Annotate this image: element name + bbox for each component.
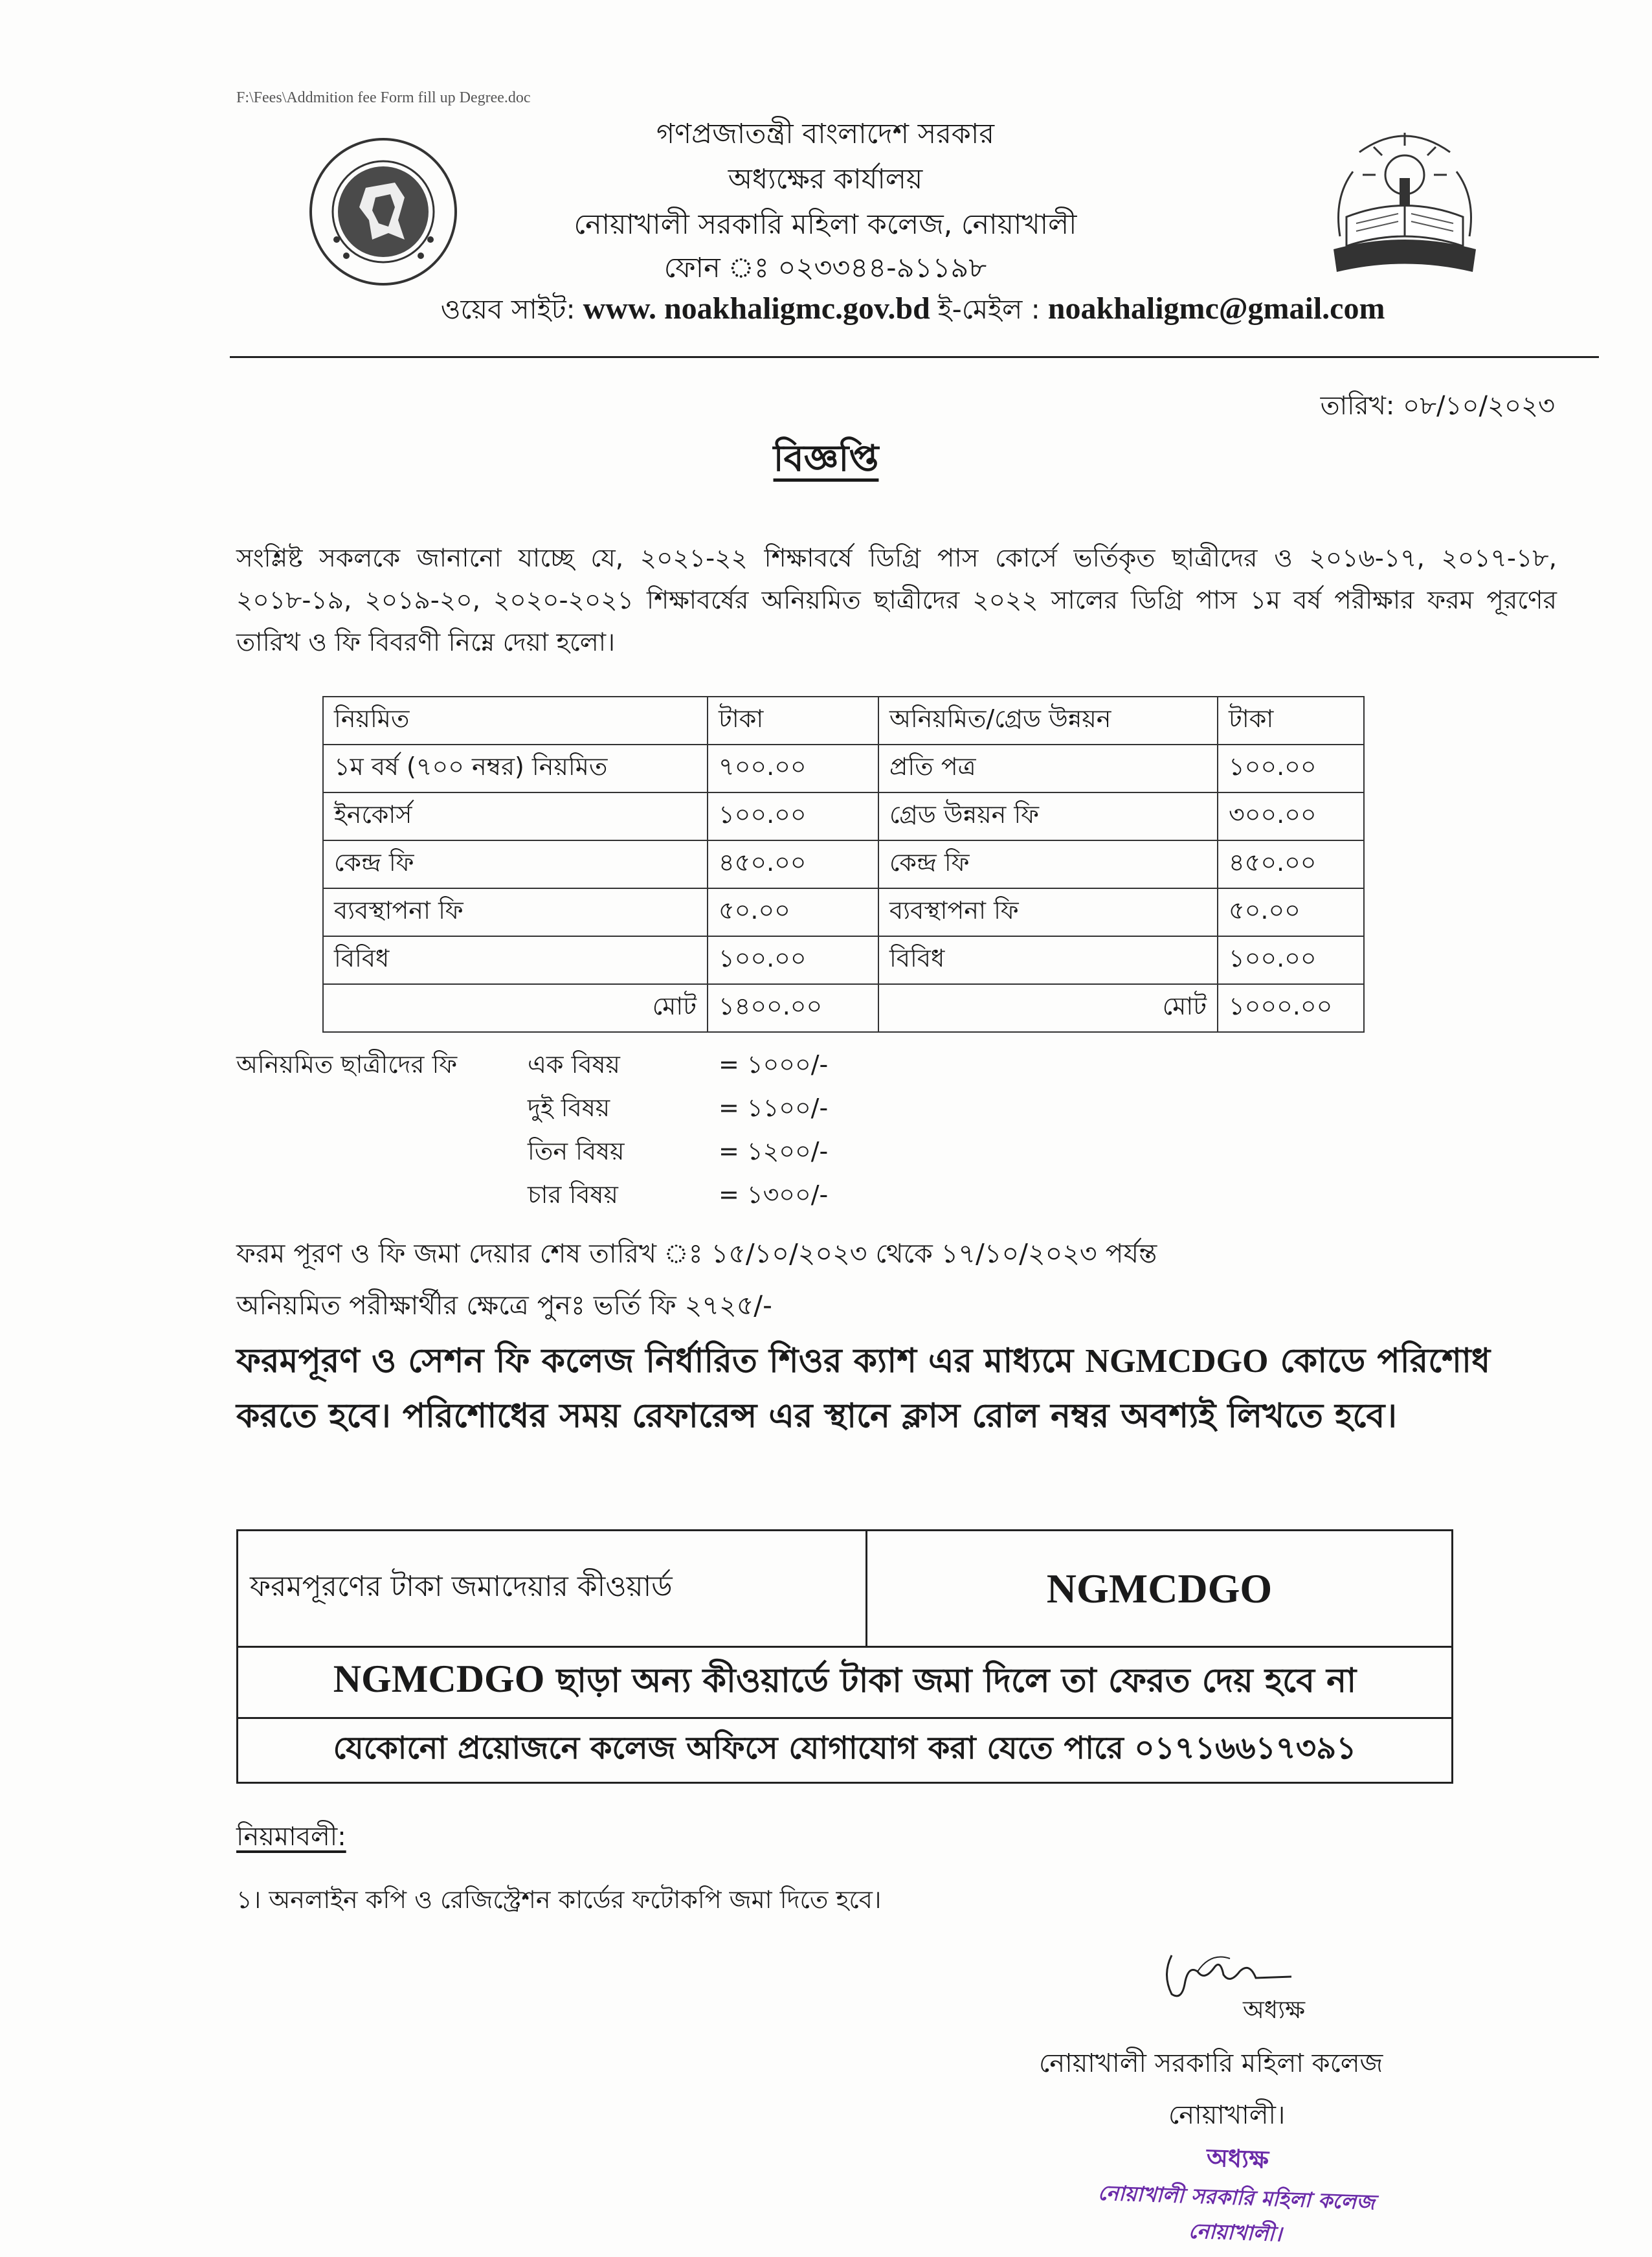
payment-text-part1: ফরমপূরণ ও সেশন ফি কলেজ নির্ধারিত শিওর ক্যাশ এর মাধ্যমে [236, 1342, 1074, 1380]
signatory-place: নোয়াখালী। [1168, 2100, 1286, 2130]
total-label: মোট [878, 984, 1218, 1032]
fee-item: ১ম বর্ষ (৭০০ নম্বর) নিয়মিত [323, 745, 708, 792]
email-label: ই-মেইল : [937, 293, 1040, 325]
principal-stamp [1066, 2134, 1407, 2257]
notice-date: তারিখ: ০৮/১০/২০২৩ [1320, 391, 1555, 421]
fee-amount: ১০০.০০ [1218, 745, 1364, 792]
total-amount: ১০০০.০০ [1218, 984, 1364, 1032]
keyword-row [238, 1531, 1453, 1647]
fee-item: ইনকোর্স [323, 792, 708, 840]
header-country: গণপ্রজাতন্ত্রী বাংলাদেশ সরকার [656, 118, 994, 150]
fee-amount: ১০০.০০ [708, 792, 878, 840]
signatory-title: অধ্যক্ষ [1243, 1995, 1306, 2024]
irregular-subject: এক বিষয় [528, 1050, 620, 1079]
fee-amount: ৫০.০০ [708, 888, 878, 936]
rule-item: ১। অনলাইন কপি ও রেজিস্ট্রেশন কার্ডের ফটোকপি জমা দিতে হবে। [236, 1885, 882, 1914]
warning-code: NGMCDGO [333, 1657, 545, 1700]
table-row [323, 888, 1364, 936]
warning-text: ছাড়া অন্য কীওয়ার্ডে টাকা জমা দিলে তা ফেরত দেয় হবে না [544, 1661, 1357, 1700]
stamp-place: নোয়াখালী। [1188, 2218, 1282, 2247]
irregular-subject: চার বিষয় [528, 1180, 618, 1209]
fee-amount: ৩০০.০০ [1218, 792, 1364, 840]
notice-intro: সংশ্লিষ্ট সকলকে জানানো যাচ্ছে যে, ২০২১-২২ শিক্ষাবর্ষে ডিগ্রি পাস কোর্সে ভর্তিকৃত ছাত্রীদের ও ২০১৬-১৭, ২০১৭-১৮, ২০১৮-১৯, ২০১৯-২০, ২০২০-২০২১ শিক্ষাবর্ষের অনিয়মিত ছাত্রীদের ২০২২ সালের ডিগ্রি পাস ১ম বর্ষ পরীক্ষার ফরম পূরণের তারিখ ও ফি বিবরণী নিম্নে দেয়া হলো। [236, 544, 1557, 657]
header-amount: টাকা [1218, 697, 1364, 745]
keyword-warning [238, 1647, 1453, 1718]
contact-row [238, 1718, 1453, 1783]
header-regular: নিয়মিত [323, 697, 708, 745]
rules-heading: নিয়মাবলী: [236, 1822, 346, 1852]
irregular-subject: তিন বিষয় [528, 1137, 625, 1165]
header-divider [230, 356, 1599, 358]
fee-amount: ৫০.০০ [1218, 888, 1364, 936]
fee-amount: ৪৫০.০০ [1218, 840, 1364, 888]
table-row [323, 792, 1364, 840]
fee-item: ব্যবস্থাপনা ফি [323, 888, 708, 936]
notice-title: বিজ্ঞপ্তি [773, 438, 879, 480]
fee-table [322, 696, 1365, 1033]
table-row [323, 936, 1364, 984]
fee-amount: ৭০০.০০ [708, 745, 878, 792]
warning-row [238, 1647, 1453, 1718]
payment-code: NGMCDGO [1085, 1343, 1269, 1380]
fee-item: ব্যবস্থাপনা ফি [878, 888, 1218, 936]
stamp-title: অধ্যক্ষ [1206, 2143, 1269, 2174]
keyword-label: ফরমপূরণের টাকা জমাদেয়ার কীওয়ার্ড [238, 1531, 867, 1647]
signatory-college: নোয়াখালী সরকারি মহিলা কলেজ [1039, 2049, 1383, 2078]
keyword-box [236, 1529, 1453, 1784]
irregular-fee: = ১০০০/- [719, 1050, 829, 1079]
table-row [323, 840, 1364, 888]
header-office: অধ্যক্ষের কার্যালয় [728, 163, 923, 196]
government-seal-logo [307, 136, 460, 288]
header-phone: ফোন ঃ ০২৩৩৪৪-৯১১৯৮ [664, 252, 987, 284]
deadline-note: ফরম পূরণ ও ফি জমা দেয়ার শেষ তারিখ ঃ ১৫/১০/২০২৩ থেকে ১৭/১০/২০২৩ পর্যন্ত [236, 1238, 1157, 1269]
fee-amount: ১০০.০০ [1218, 936, 1364, 984]
fee-table-header [323, 697, 1364, 745]
header-amount: টাকা [708, 697, 878, 745]
email-link[interactable]: noakhaligmc@gmail.com [1047, 291, 1385, 326]
file-path: F:\Fees\Addmition fee Form fill up Degree.doc [236, 89, 531, 106]
fee-amount: ১০০.০০ [708, 936, 878, 984]
fee-item: বিবিধ [878, 936, 1218, 984]
keyword-value: NGMCDGO [867, 1531, 1453, 1647]
total-amount: ১৪০০.০০ [708, 984, 878, 1032]
header-irregular: অনিয়মিত/গ্রেড উন্নয়ন [878, 697, 1218, 745]
college-emblem-logo [1321, 120, 1489, 282]
table-total-row [323, 984, 1364, 1032]
irregular-fee: = ১৩০০/- [719, 1180, 829, 1209]
readmission-note: অনিয়মিত পরীক্ষার্থীর ক্ষেত্রে পুনঃ ভর্তি ফি ২৭২৫/- [236, 1290, 772, 1321]
total-label: মোট [323, 984, 708, 1032]
payment-text-part2: কোডে পরিশোধ করতে হবে। পরিশোধের সময় রেফারেন্স এর স্থানে ক্লাস রোল নম্বর অবশ্যই লিখতে হবে। [236, 1342, 1491, 1435]
header-contact-line [311, 288, 1515, 334]
stamp-college: নোয়াখালী সরকারি মহিলা কলেজ [1097, 2180, 1376, 2215]
payment-instruction [236, 1334, 1531, 1444]
fee-item: প্রতি পত্র [878, 745, 1218, 792]
fee-item: গ্রেড উন্নয়ন ফি [878, 792, 1218, 840]
header-college: নোয়াখালী সরকারি মহিলা কলেজ, নোয়াখালী [574, 208, 1077, 241]
irregular-fee: = ১১০০/- [719, 1094, 829, 1122]
contact-info: যেকোনো প্রয়োজনে কলেজ অফিসে যোগাযোগ করা যেতে পারে ০১৭১৬৬১৭৩৯১ [238, 1718, 1453, 1783]
fee-amount: ৪৫০.০০ [708, 840, 878, 888]
fee-item: কেন্দ্র ফি [878, 840, 1218, 888]
fee-item: বিবিধ [323, 936, 708, 984]
table-row [323, 745, 1364, 792]
website-link[interactable]: www. noakhaligmc.gov.bd [583, 291, 930, 326]
fee-item: কেন্দ্র ফি [323, 840, 708, 888]
irregular-fee: = ১২০০/- [719, 1137, 829, 1165]
irregular-fee-label: অনিয়মিত ছাত্রীদের ফি [236, 1050, 458, 1079]
irregular-subject: দুই বিষয় [528, 1094, 610, 1122]
website-label: ওয়েব সাইট: [440, 293, 575, 325]
